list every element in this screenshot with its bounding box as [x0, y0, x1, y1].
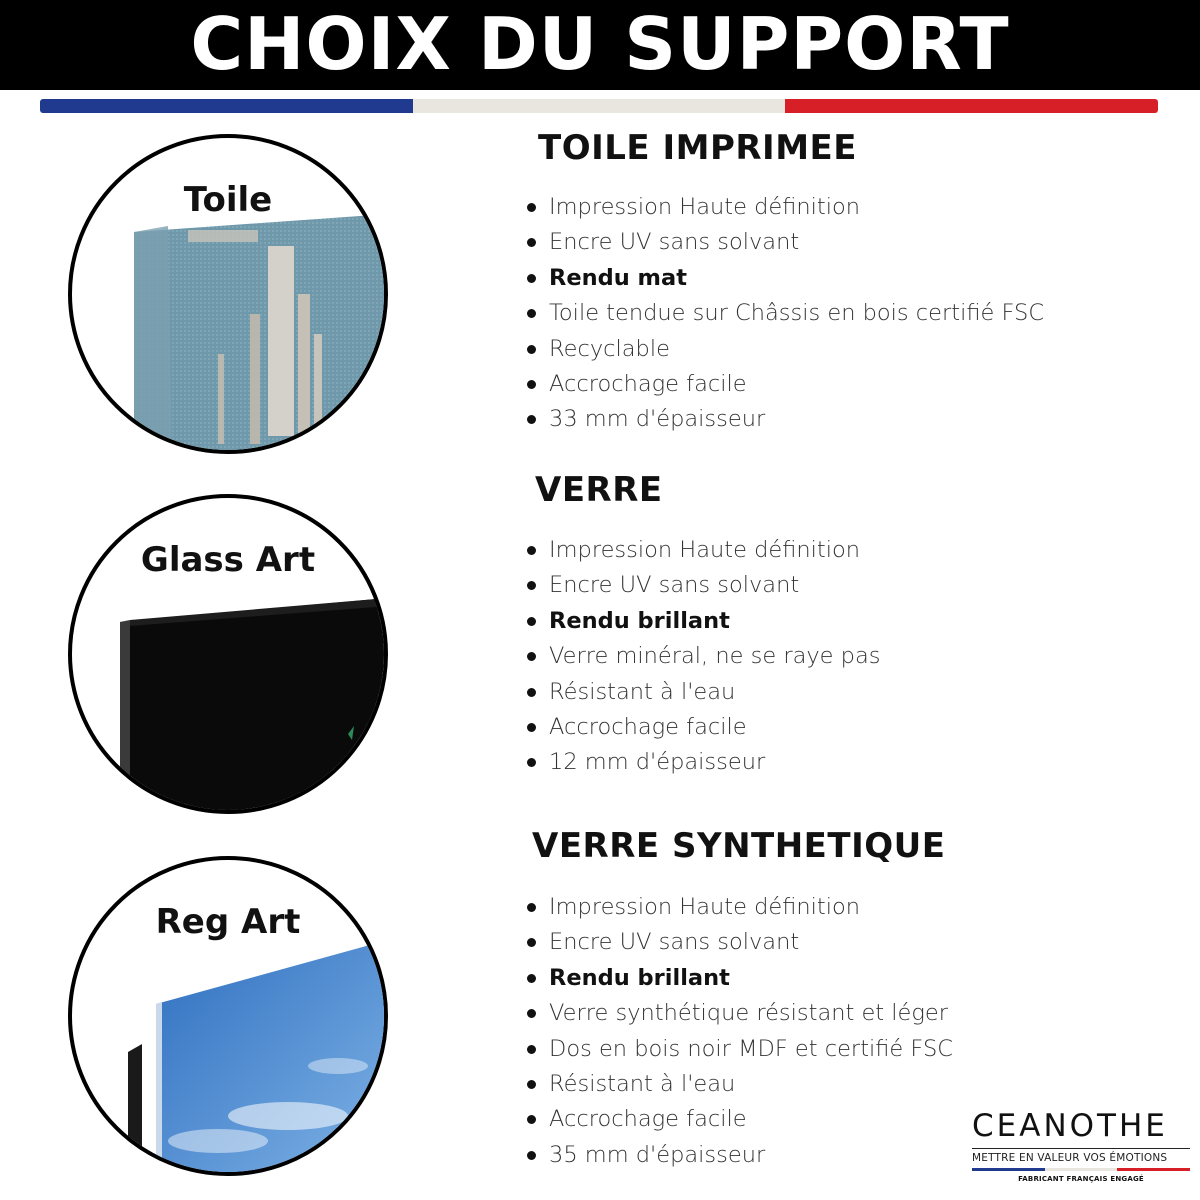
flag-stripe — [40, 99, 1158, 113]
brand-logo — [972, 1108, 1190, 1183]
toile-preview-circle — [68, 134, 388, 454]
feature-item: Encre UV sans solvant — [525, 568, 880, 603]
feature-item: Verre minéral, ne se raye pas — [525, 639, 880, 674]
canvas-product-image — [68, 134, 388, 454]
brand-tagline: METTRE EN VALEUR VOS ÉMOTIONS — [972, 1152, 1168, 1164]
section-title-verre: VERRE — [535, 470, 663, 510]
synthetic-glass-image — [68, 856, 388, 1176]
reg-art-preview-circle — [68, 856, 388, 1176]
brand-flag-stripe — [972, 1168, 1190, 1171]
flag-blue-segment — [40, 99, 413, 113]
feature-item-highlight: Rendu mat — [525, 261, 1044, 296]
section-title-toile: TOILE IMPRIMEE — [538, 128, 857, 168]
feature-item: Encre UV sans solvant — [525, 225, 1044, 260]
brand-flag — [972, 1168, 1190, 1171]
feature-item: Recyclable — [525, 332, 1044, 367]
flag-red-segment — [785, 99, 1158, 113]
feature-item: Accrochage facile — [525, 710, 880, 745]
brand-subline: FABRICANT FRANÇAIS ENGAGÉ — [1018, 1175, 1144, 1183]
feature-item: Toile tendue sur Châssis en bois certifié FSC — [525, 296, 1044, 331]
feature-item: Impression Haute définition — [525, 890, 953, 925]
verre-feature-list — [525, 533, 880, 781]
toile-feature-list — [525, 190, 1044, 438]
feature-item: Accrochage facile — [525, 1102, 953, 1137]
feature-item: Encre UV sans solvant — [525, 925, 953, 960]
feature-item: Impression Haute définition — [525, 190, 1044, 225]
feature-item: Résistant à l'eau — [525, 675, 880, 710]
glass-panel-image — [68, 494, 388, 814]
verre-synthetique-feature-list — [525, 890, 953, 1173]
feature-item: Accrochage facile — [525, 367, 1044, 402]
reg-art-circle-label: Reg Art — [155, 902, 301, 942]
feature-item: 33 mm d'épaisseur — [525, 402, 1044, 437]
feature-item-highlight: Rendu brillant — [525, 604, 880, 639]
brand-divider — [972, 1148, 1190, 1149]
brand-name: CEANOTHE — [972, 1108, 1168, 1144]
flag-white-segment — [413, 99, 786, 113]
toile-circle-label: Toile — [183, 180, 273, 220]
feature-item: Verre synthétique résistant et léger — [525, 996, 953, 1031]
feature-item: Impression Haute définition — [525, 533, 880, 568]
feature-item: 35 mm d'épaisseur — [525, 1138, 953, 1173]
section-title-verre-synthetique: VERRE SYNTHETIQUE — [532, 826, 946, 866]
feature-item: 12 mm d'épaisseur — [525, 745, 880, 780]
feature-item-highlight: Rendu brillant — [525, 961, 953, 996]
glass-art-circle-label: Glass Art — [140, 540, 316, 580]
glass-art-preview-circle — [68, 494, 388, 814]
feature-item: Résistant à l'eau — [525, 1067, 953, 1102]
page-title: CHOIX DU SUPPORT — [190, 2, 1010, 86]
feature-item: Dos en bois noir MDF et certifié FSC — [525, 1032, 953, 1067]
